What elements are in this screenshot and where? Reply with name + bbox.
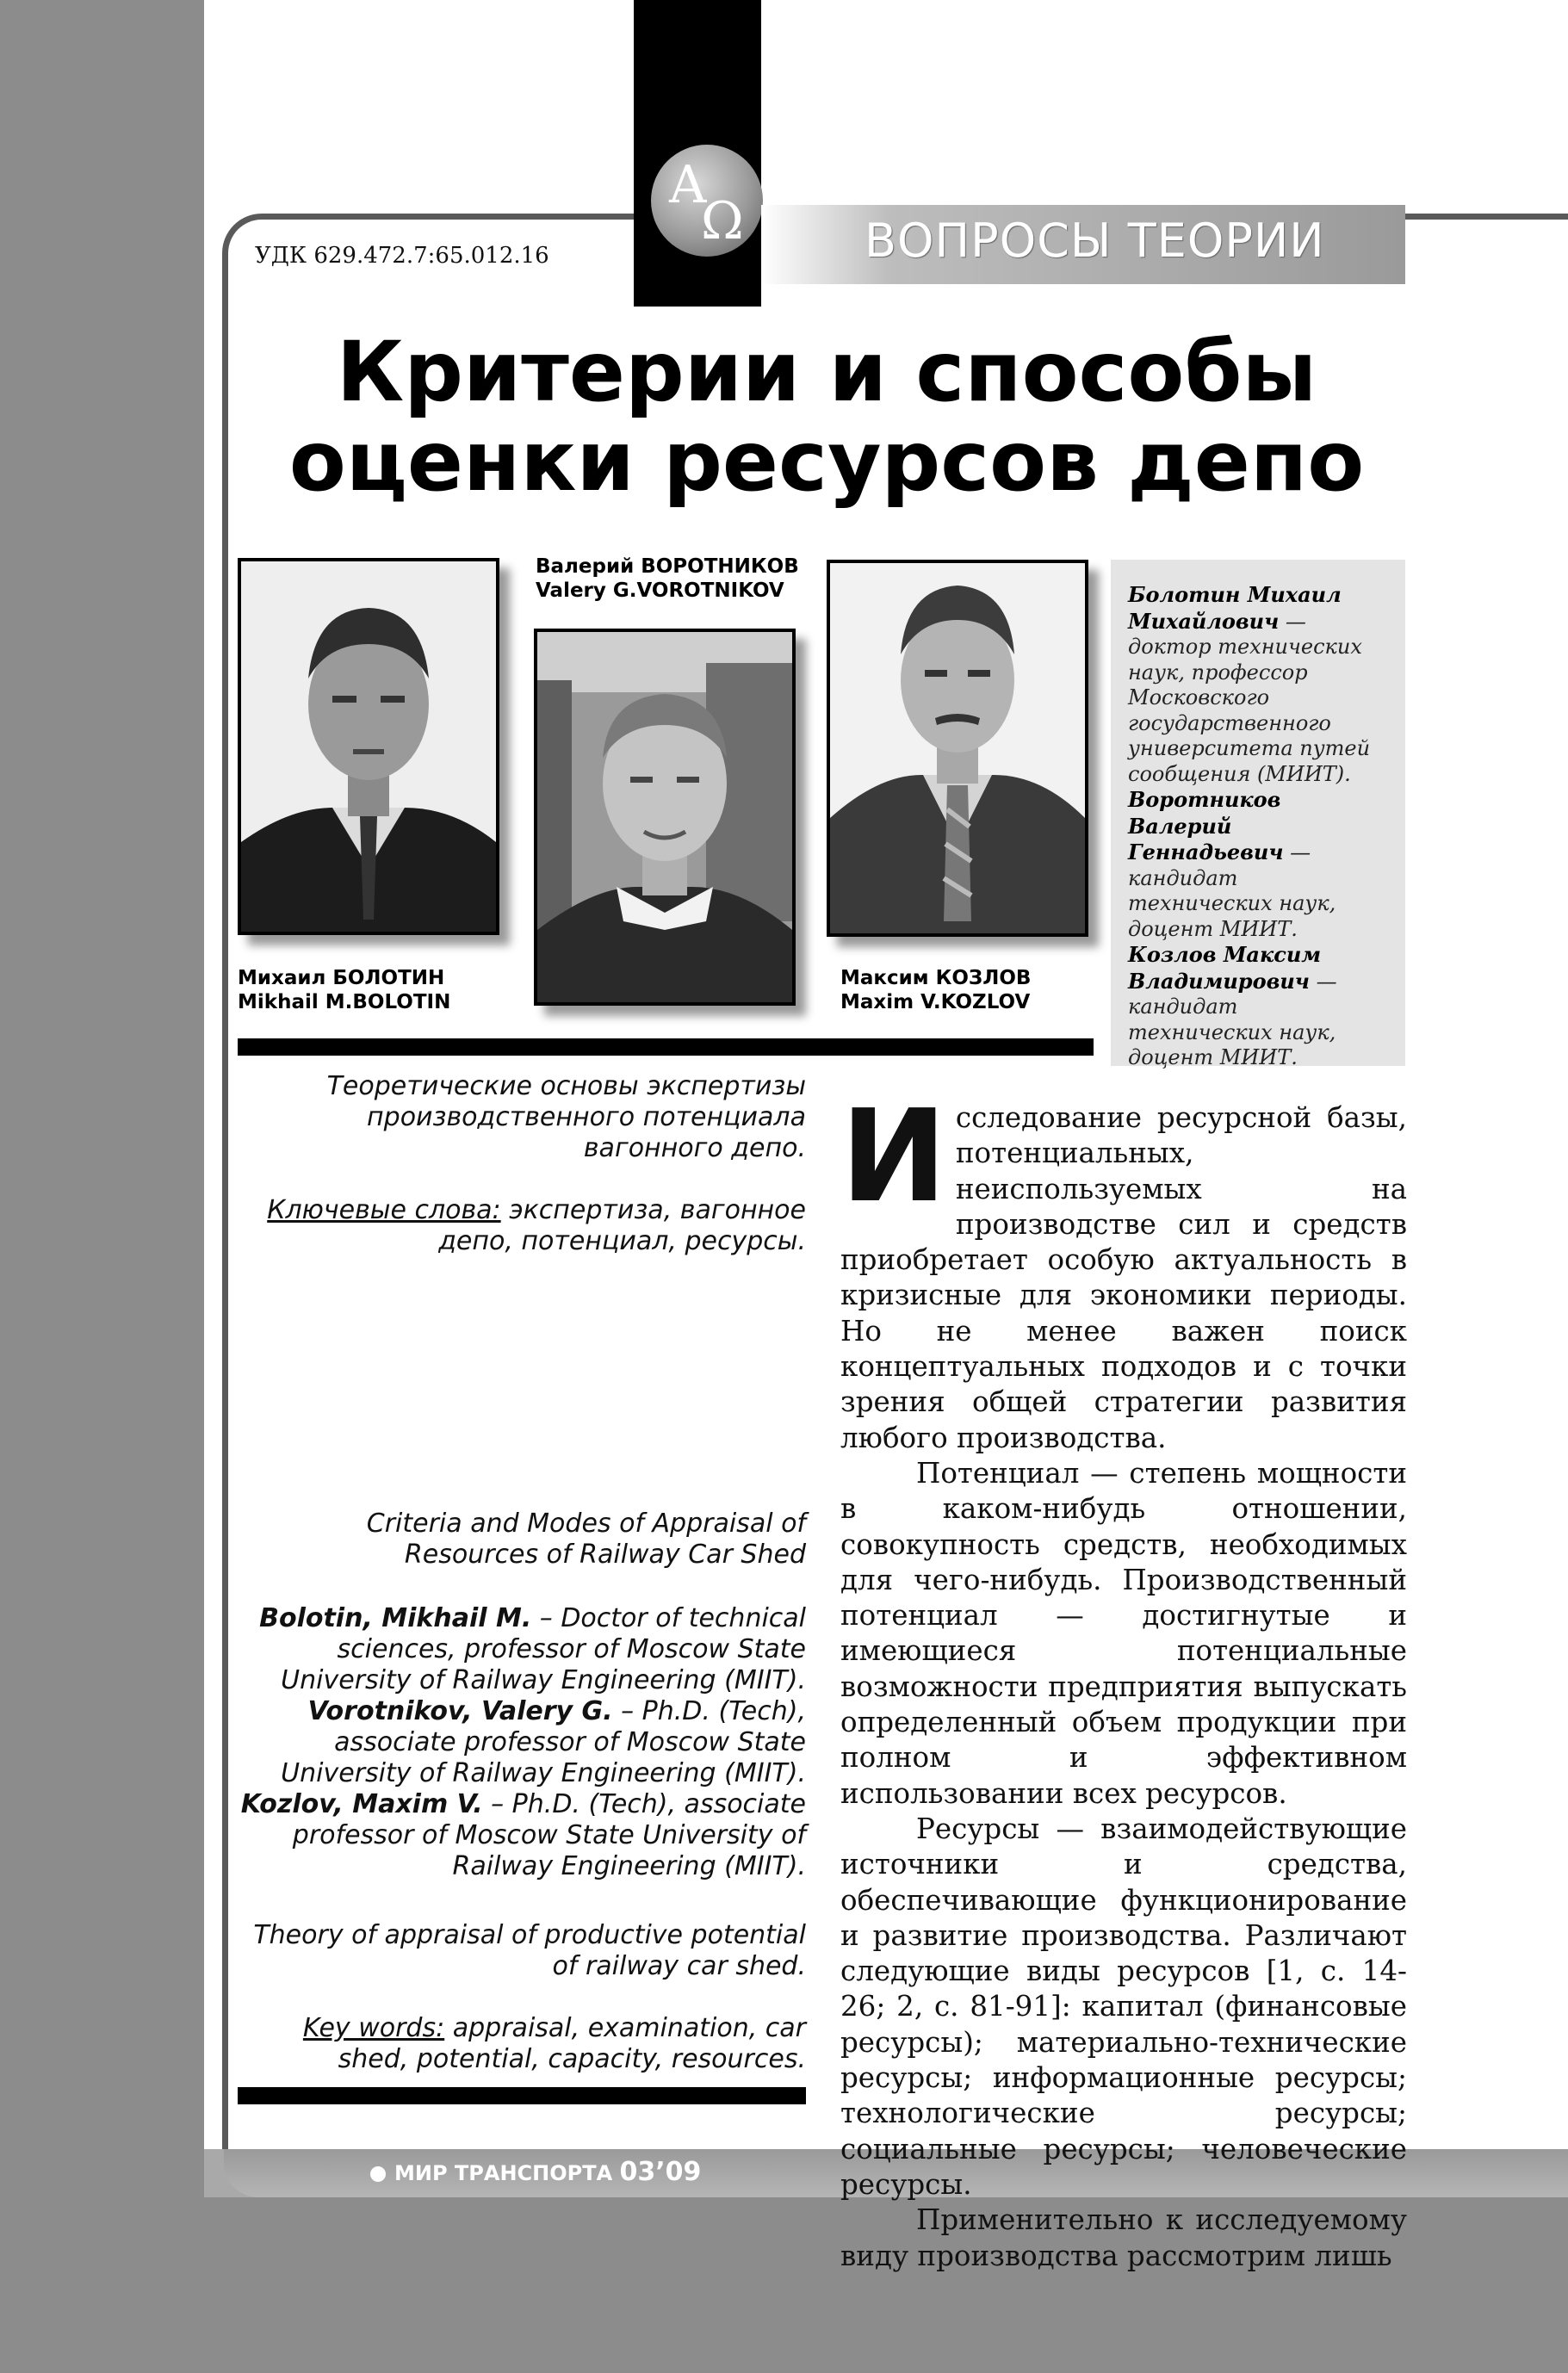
keywords-label: Ключевые слова: [267,1195,501,1225]
title-line-1: Критерии и способы [336,324,1317,420]
logo-alpha: А [668,155,708,215]
paragraph-text: сследование ресурсной базы, потенциальных, неиспользуемых на производстве сил и средств приобретает особую актуальность в кризисные для экономики периоды. Но не менее важен поиск концептуальных подходов и с точки зрения общей стратегии развития любого производства. [840,1101,1407,1454]
paragraph: Ресурсы — взаимодействующие источники и средства, обеспечивающие функционирование и развитие производства. Различают следующие виды ресурсов [1, с. 14-26; 2, с. 81-91]: капитал (финансовые ресурсы); материально-технические ресурсы; информационные ресурсы; технологические ресурсы; социальные ресурсы; человеческие ресурсы. [840,1812,1407,2201]
author-name-ru: Максим КОЗЛОВ [840,967,1032,989]
bio-text: — кандидат технических наук, доцент МИИТ. [1128,840,1336,941]
article-body [840,1082,1407,2274]
keywords-ru [232,1195,806,1257]
bio-text: — кандидат технических наук, доцент МИИТ. [1128,969,1337,1069]
keywords-label: Key words: [302,2013,445,2043]
bio-name: Козлов Максим Владимирович [1128,942,1322,994]
abstract-en-title: Criteria and Modes of Appraisal of Resources of Railway Car Shed [366,1509,806,1570]
caption-vorotnikov [536,555,799,603]
portrait-kozlov [827,560,1088,937]
journal-name: МИР ТРАНСПОРТА [394,2161,613,2185]
caption-kozlov [840,966,1031,1014]
author-en-name: Bolotin, Mikhail M. [259,1603,532,1633]
divider-rule [238,1038,1094,1056]
portrait-bolotin [238,558,499,935]
keywords-text: экспертиза, вагонное депо, потенциал, ресурсы. [438,1195,806,1256]
author-name-en: Maxim V.KOZLOV [840,991,1031,1013]
drop-cap: И [840,1082,947,1230]
paragraph [840,1082,1407,1456]
bullet-icon [370,2166,386,2182]
bio-name: Болотин Михаил Михайлович [1128,582,1342,634]
author-name-ru: Валерий ВОРОТНИКОВ [536,555,799,578]
author-name-ru: Михаил БОЛОТИН [238,967,445,989]
paragraph: Применительно к исследуемому виду производства рассмотрим лишь [840,2203,1407,2272]
section-title: ВОПРОСЫ ТЕОРИИ [865,214,1325,268]
author-bio-box [1111,560,1405,1069]
article-title [284,324,1369,510]
footer [370,2151,701,2194]
author-en-desc: – Ph.D. (Tech), associate professor of Moscow State University of Railway Engineering (MIIT). [281,1696,806,1788]
keywords-text: appraisal, examination, car shed, potential, capacity, resources. [338,2013,806,2074]
logo-omega: Ω [701,191,744,251]
divider-rule [238,2087,806,2104]
paragraph: Потенциал — степень мощности в каком-нибудь отношении, совокупность средств, необходимых для чего-нибудь. Производственный потенциал — достигнутые и имеющиеся потенциальные возможности предприятия выпускать определенный объем продукции при полном и эффективном использовании всех ресурсов. [840,1456,1407,1810]
caption-bolotin [238,966,450,1014]
author-en-name: Vorotnikov, Valery G. [307,1696,613,1726]
bio-text: — доктор технических наук, профессор Московского государственного университета путей сообщения (МИИТ). [1128,609,1371,786]
author-en-desc: – Ph.D. (Tech), associate professor of Moscow State University of Railway Engineering (MIIT). [292,1789,806,1881]
authors-en [232,1603,806,1882]
title-line-2: оценки ресурсов депо [288,413,1365,510]
portrait-vorotnikov [534,629,796,1006]
udc-code: УДК 629.472.7:65.012.16 [255,243,549,269]
author-en-desc: – Doctor of technical sciences, professor of Moscow State University of Railway Engineering (MIIT). [281,1603,806,1695]
abstract-ru: Теоретические основы экспертизы производственного потенциала вагонного депо. [326,1071,806,1163]
keywords-en [232,2013,806,2075]
alpha-omega-logo [651,145,763,257]
bio-name: Воротников Валерий Геннадьевич [1128,787,1284,864]
author-en-name: Kozlov, Maxim V. [240,1789,483,1819]
author-name-en: Mikhail M.BOLOTIN [238,991,451,1013]
issue-number: 03’09 [619,2157,702,2187]
author-name-en: Valery G.VOROTNIKOV [536,579,784,602]
abstract-en-text: Theory of appraisal of productive potential of railway car shed. [253,1920,806,1981]
